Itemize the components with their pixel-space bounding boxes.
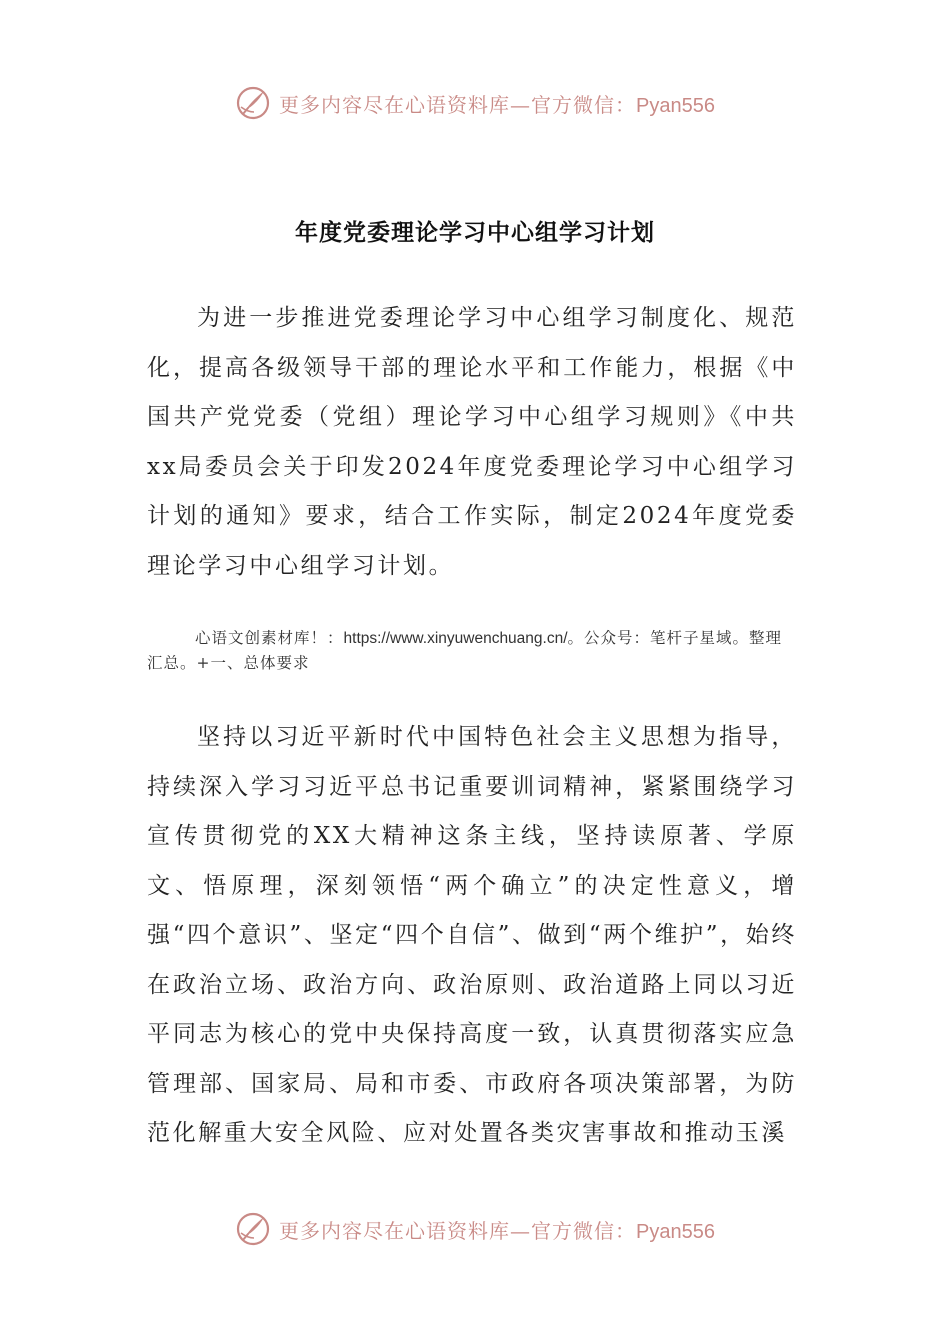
quill-pen-logo-icon xyxy=(235,1211,271,1247)
footer-banner-text: 更多内容尽在心语资料库—官方微信：Pyan556 xyxy=(279,1218,715,1243)
document-title: 年度党委理论学习中心组学习计划 xyxy=(295,219,655,246)
note-prefix: 心语文创素材库！： xyxy=(195,629,344,647)
header-banner xyxy=(0,81,950,125)
source-note xyxy=(147,626,797,676)
body-paragraph: 坚持以习近平新时代中国特色社会主义思想为指导，持续深入学习习近平总书记重要训词精神，紧紧围绕学习宣传贯彻党的XX大精神这条主线，坚持读原著、学原文、悟原理，深刻领悟“两个确立”的决定性意义，增强“四个意识”、坚定“四个自信”、做到“两个维护”，始终在政治立场、政治方向、政治原则、政治道路上同以习近平同志为核心的党中央保持高度一致，认真贯彻落实应急管理部、国家局、局和市委、市政府各项决策部署，为防范化解重大安全风险、应对处置各类灾害事故和推动玉溪 xyxy=(147,724,797,1146)
note-url: https://www.xinyuwenchuang.cn/ xyxy=(343,630,568,647)
note-suffix: 。公众号：笔杆子星域。整理汇总。+一、总体要求 xyxy=(147,629,783,672)
footer-banner xyxy=(0,1207,950,1251)
quill-pen-logo-icon xyxy=(235,85,271,121)
header-banner-text: 更多内容尽在心语资料库—官方微信：Pyan556 xyxy=(279,92,715,117)
intro-paragraph: 为进一步推进党委理论学习中心组学习制度化、规范化，提高各级领导干部的理论水平和工作能力，根据《中国共产党党委（党组）理论学习中心组学习规则》《中共xx局委员会关于印发2024年度党委理论学习中心组学习计划的通知》要求，结合工作实际，制定2024年度党委理论学习中心组学习计划。 xyxy=(147,305,797,579)
